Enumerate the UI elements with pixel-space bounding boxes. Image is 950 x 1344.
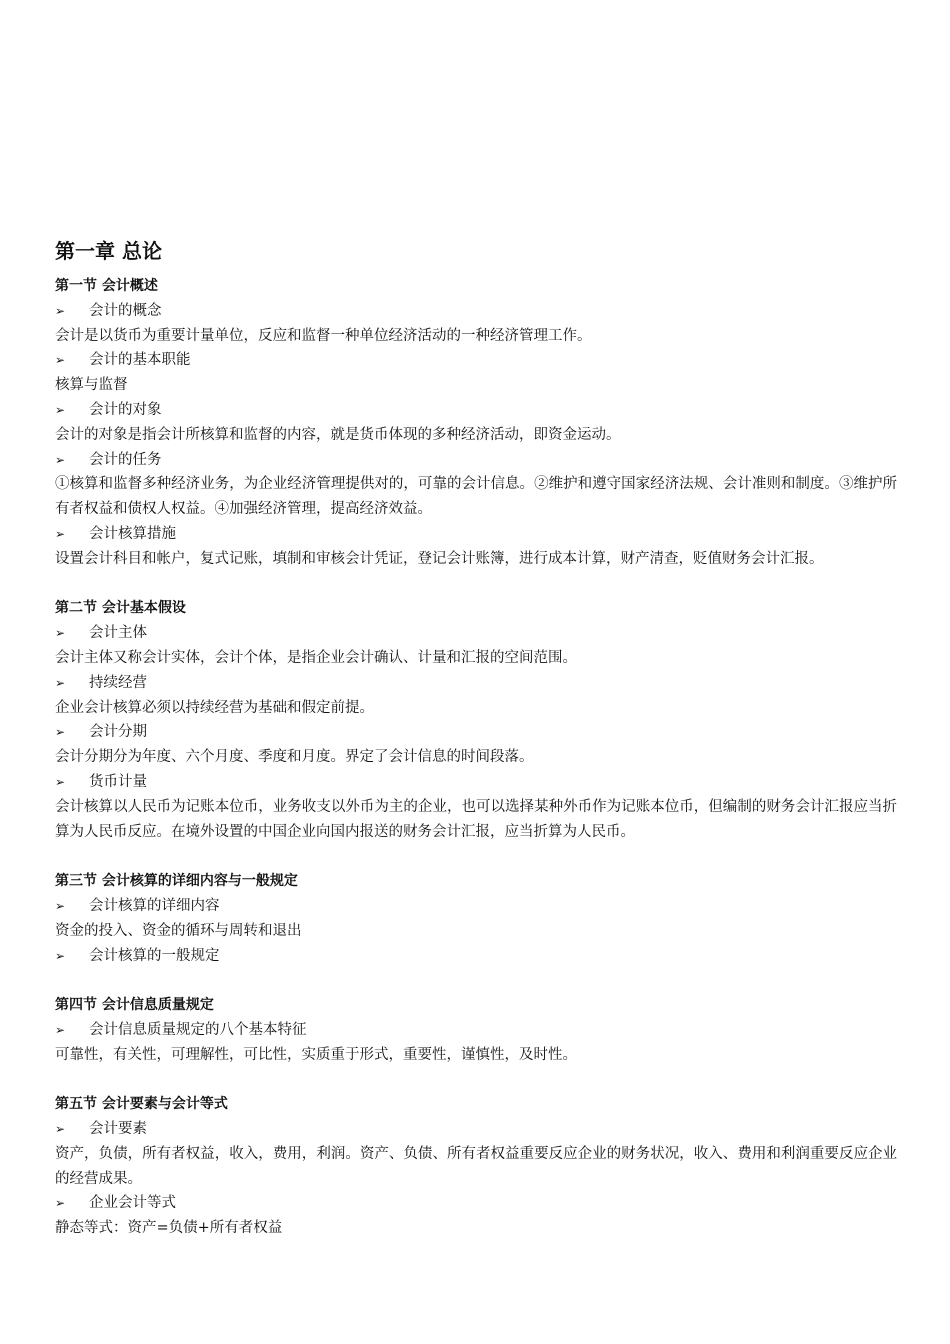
arrow-bullet-icon: ➢ [55,1122,66,1137]
bullet-item [55,1018,897,1043]
bullet-heading: 会计要素 [89,1121,147,1138]
body-paragraph: ①核算和监督多种经济业务，为企业经济管理提供对的，可靠的会计信息。②维护和遵守国家经济法规、会计准则和制度。③维护所有者权益和债权人权益。④加强经济管理，提高经济效益。 [55,476,897,518]
section-title: 第一节 会计概述 [55,278,158,294]
arrow-bullet-icon: ➢ [55,452,66,467]
arrow-bullet-icon: ➢ [55,675,66,690]
section-list [55,274,897,1241]
bullet-heading: 会计核算措施 [89,525,176,542]
bullet-heading: 会计的概念 [89,302,162,319]
bullet-heading: 持续经营 [89,674,147,691]
body-paragraph: 资金的投入、资金的循环与周转和退出 [55,922,302,939]
arrow-bullet-icon: ➢ [55,402,66,417]
body-paragraph: 企业会计核算必须以持续经营为基础和假定前提。 [55,699,374,716]
body-paragraph: 核算与监督 [55,377,128,394]
body-paragraph: 静态等式：资产=负债+所有者权益 [55,1220,283,1237]
section-spacer [55,1068,897,1093]
body-paragraph: 设置会计科目和帐户，复式记账，填制和审核会计凭证，登记会计账簿，进行成本计算，财产清查，贬值财务会计汇报。 [55,550,824,567]
body-paragraph: 资产，负债，所有者权益，收入，费用，利润。资产、负债、所有者权益重要反应企业的财务状况，收入、费用和利润重要反应企业的经营成果。 [55,1145,897,1187]
arrow-bullet-icon: ➢ [55,353,66,368]
arrow-bullet-icon: ➢ [55,898,66,913]
section-spacer [55,968,897,993]
section-spacer [55,844,897,869]
arrow-bullet-icon: ➢ [55,626,66,641]
bullet-item [55,944,897,969]
bullet-item [55,1191,897,1216]
body-paragraph: 会计是以货币为重要计量单位，反应和监督一种单位经济活动的一种经济管理工作。 [55,327,592,344]
arrow-bullet-icon: ➢ [55,1022,66,1037]
section-title: 第五节 会计要素与会计等式 [55,1096,228,1113]
chapter-title: 第一章 总论 [55,239,162,263]
body-paragraph: 会计主体又称会计实体，会计个体，是指企业会计确认、计量和汇报的空间范围。 [55,649,577,666]
bullet-item [55,671,897,696]
bullet-item [55,522,897,547]
bullet-item [55,398,897,423]
arrow-bullet-icon: ➢ [55,526,66,541]
arrow-bullet-icon: ➢ [55,1196,66,1211]
bullet-item [55,894,897,919]
bullet-item [55,448,897,473]
section-title: 第二节 会计基本假设 [55,600,186,617]
arrow-bullet-icon: ➢ [55,774,66,789]
bullet-heading: 会计核算的一般规定 [89,947,220,964]
section-spacer [55,572,897,597]
bullet-heading: 会计的对象 [89,401,162,418]
section-title: 第四节 会计信息质量规定 [55,997,214,1014]
body-paragraph: 会计分期分为年度、六个月度、季度和月度。界定了会计信息的时间段落。 [55,749,534,766]
bullet-heading: 会计信息质量规定的八个基本特征 [89,1021,307,1038]
bullet-heading: 会计的基本职能 [89,352,191,369]
bullet-heading: 货币计量 [89,773,147,790]
body-paragraph: 可靠性，有关性，可理解性，可比性，实质重于形式，重要性，谨慎性，及时性。 [55,1046,577,1063]
bullet-heading: 会计核算的详细内容 [89,897,220,914]
bullet-item [55,720,897,745]
bullet-heading: 会计的任务 [89,451,162,468]
bullet-item [55,770,897,795]
document-page [55,236,897,1241]
bullet-heading: 企业会计等式 [89,1195,176,1212]
arrow-bullet-icon: ➢ [55,725,66,740]
arrow-bullet-icon: ➢ [55,303,66,318]
bullet-heading: 会计分期 [89,724,147,741]
section-title: 第三节 会计核算的详细内容与一般规定 [55,873,298,890]
bullet-heading: 会计主体 [89,625,147,642]
body-paragraph: 会计的对象是指会计所核算和监督的内容，就是货币体现的多种经济活动，即资金运动。 [55,426,621,443]
bullet-item [55,299,897,324]
bullet-item [55,1117,897,1142]
arrow-bullet-icon: ➢ [55,948,66,963]
bullet-item [55,621,897,646]
body-paragraph: 会计核算以人民币为记账本位币，业务收支以外币为主的企业，也可以选择某种外币作为记账本位币，但编制的财务会计汇报应当折算为人民币反应。在境外设置的中国企业向国内报送的财务会计汇报，应当折算为人民币。 [55,798,897,840]
bullet-item [55,348,897,373]
